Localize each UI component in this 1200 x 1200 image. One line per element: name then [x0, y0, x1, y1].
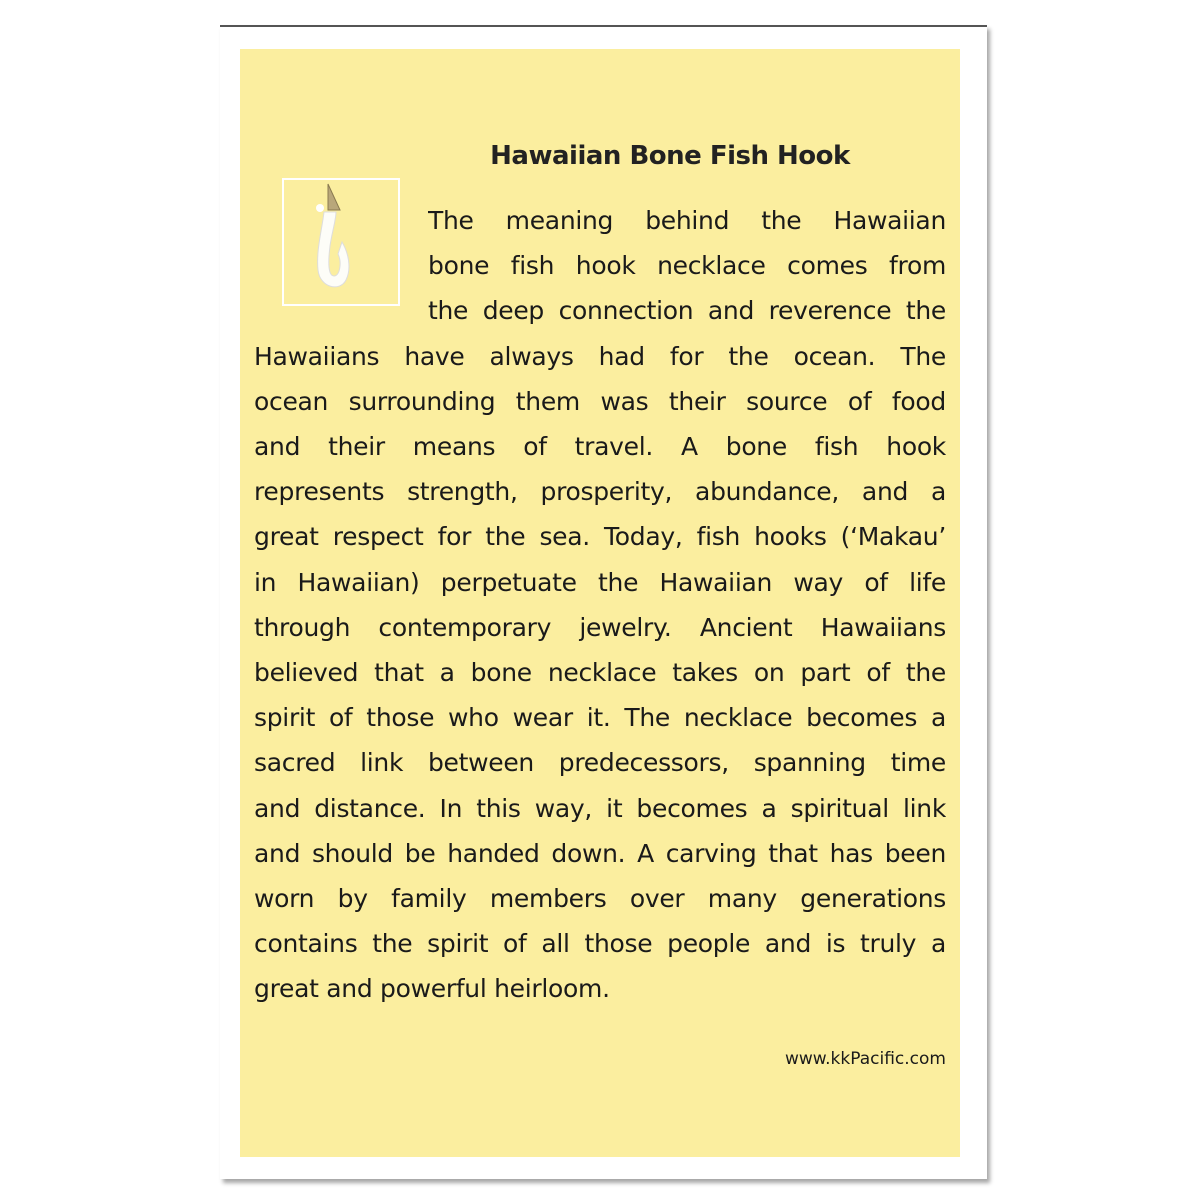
paragraph-line: through contemporary jewelry. Ancient Hawaiians — [254, 612, 946, 642]
paragraph-line: great and powerful heirloom. — [254, 974, 610, 1004]
yellow-panel — [240, 49, 960, 1157]
paragraph-line: great respect for the sea. Today, fish hooks (‘Makau’ — [254, 522, 946, 552]
paragraph-line: sacred link between predecessors, spanning time — [254, 748, 946, 778]
paragraph-line: and distance. In this way, it becomes a spiritual link — [254, 793, 946, 823]
paragraph-line: worn by family members over many generations — [254, 884, 946, 913]
paragraph-line: the deep connection and reverence the — [428, 296, 946, 326]
paragraph-line: represents strength, prosperity, abundance, and a — [254, 477, 946, 507]
paragraph-line: contains the spirit of all those people and is truly a — [254, 929, 946, 959]
paragraph-line: The meaning behind the Hawaiian — [428, 206, 946, 235]
paragraph-line: ocean surrounding them was their source of food — [254, 386, 946, 416]
fish-hook-photo — [282, 178, 400, 306]
paragraph-line: and should be handed down. A carving that has been — [254, 838, 946, 868]
paragraph-line: spirit of those who wear it. The necklace becomes a — [254, 703, 946, 733]
info-card — [220, 25, 987, 1179]
paragraph-line: in Hawaiian) perpetuate the Hawaiian way of life — [254, 567, 946, 597]
paragraph-line: and their means of travel. A bone fish hook — [254, 432, 946, 461]
website-link[interactable]: www.kkPacific.com — [785, 1049, 946, 1069]
paragraph-line: believed that a bone necklace takes on part of the — [254, 658, 946, 687]
card-title: Hawaiian Bone Fish Hook — [490, 141, 850, 171]
fish-hook-icon — [284, 180, 398, 304]
paragraph-line: bone fish hook necklace comes from — [428, 251, 946, 281]
paragraph-line: Hawaiians have always had for the ocean. The — [254, 341, 946, 371]
